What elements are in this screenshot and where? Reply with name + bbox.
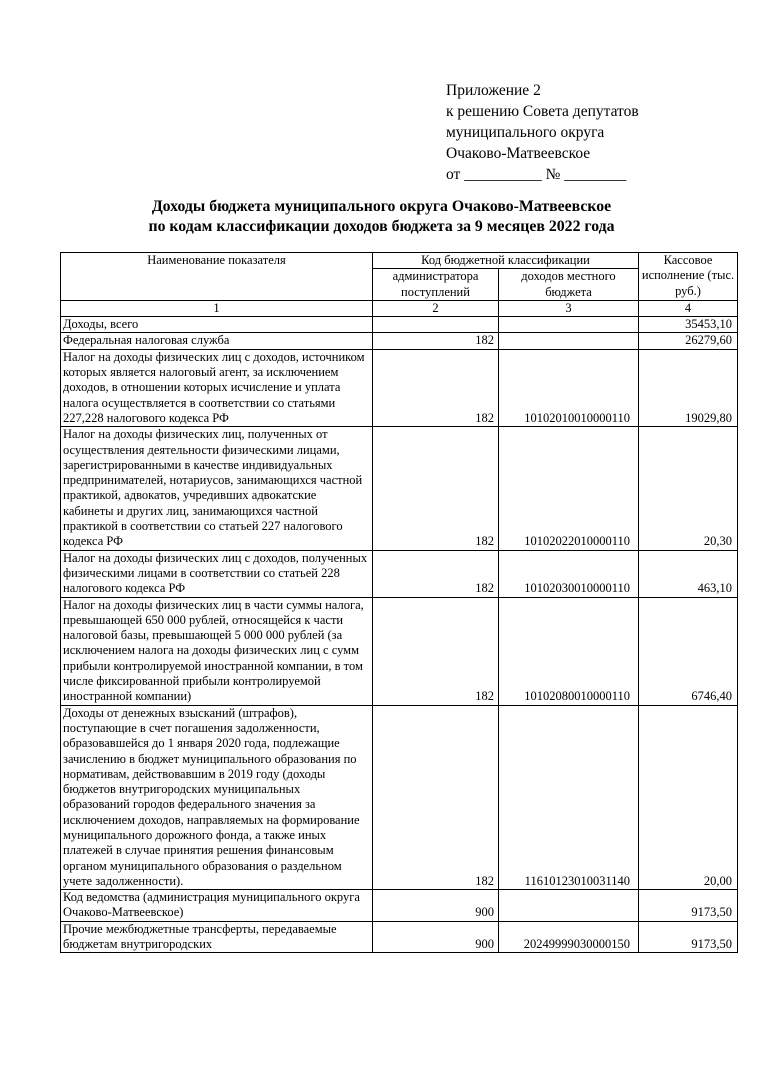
appendix-date-number-line: от __________ № ________ <box>446 166 627 183</box>
header-code-group: Код бюджетной классификации <box>373 253 639 269</box>
row-name: Федеральная налоговая служба <box>61 333 373 349</box>
row-admin-code: 182 <box>373 333 499 349</box>
column-number: 1 <box>61 300 373 316</box>
row-admin-code: 182 <box>373 349 499 426</box>
column-number: 2 <box>373 300 499 316</box>
appendix-line: Очаково-Матвеевское <box>446 145 591 162</box>
document-title <box>0 197 763 237</box>
row-income-code: 10102022010000110 <box>499 427 639 550</box>
table-body <box>61 317 738 953</box>
title-line: Доходы бюджета муниципального округа Очаково-Матвеевское <box>151 198 612 215</box>
row-amount: 35453,10 <box>639 317 738 333</box>
row-admin-code: 182 <box>373 427 499 550</box>
row-income-code <box>499 890 639 922</box>
row-admin-code: 900 <box>373 921 499 953</box>
row-amount: 6746,40 <box>639 597 738 705</box>
row-income-code <box>499 317 639 333</box>
appendix-line: Приложение 2 <box>446 82 541 99</box>
row-amount: 9173,50 <box>639 890 738 922</box>
header-cash-execution: Кассовое исполнение (тыс. руб.) <box>639 253 738 301</box>
appendix-block <box>446 80 639 185</box>
column-number: 3 <box>499 300 639 316</box>
header-admin-code: администратора поступлений <box>373 269 499 301</box>
row-admin-code: 900 <box>373 890 499 922</box>
row-admin-code: 182 <box>373 550 499 597</box>
row-amount: 9173,50 <box>639 921 738 953</box>
row-income-code: 20249999030000150 <box>499 921 639 953</box>
row-income-code <box>499 333 639 349</box>
table-row <box>61 550 738 597</box>
appendix-line: муниципального округа <box>446 124 605 141</box>
row-amount: 19029,80 <box>639 349 738 426</box>
table-row <box>61 921 738 953</box>
row-admin-code: 182 <box>373 597 499 705</box>
row-name: Налог на доходы физических лиц в части суммы налога, превышающей 650 000 рублей, относящейся к части налоговой базы, превышающей 5 000 000 рублей (за исключением налога на доходы физических лиц с сумм прибыли контролируемой иностранной компании, в том числе фиксированной прибыли контролируемой иностранной компании) <box>61 597 373 705</box>
appendix-line: к решению Совета депутатов <box>446 103 639 120</box>
row-admin-code <box>373 317 499 333</box>
row-admin-code: 182 <box>373 705 499 890</box>
row-amount: 463,10 <box>639 550 738 597</box>
row-income-code: 10102030010000110 <box>499 550 639 597</box>
row-income-code: 11610123010031140 <box>499 705 639 890</box>
table-row <box>61 705 738 890</box>
table-row <box>61 333 738 349</box>
title-line: по кодам классификации доходов бюджета за 9 месяцев 2022 года <box>148 218 615 235</box>
row-name: Доходы, всего <box>61 317 373 333</box>
row-name: Код ведомства (администрация муниципального округа Очаково-Матвеевское) <box>61 890 373 922</box>
row-name: Налог на доходы физических лиц с доходов, источником которых является налоговый агент, за исключением доходов, в отношении которых исчисление и уплата налога осуществляется в соответствии со статьями 227,228 налогового кодекса РФ <box>61 349 373 426</box>
table-row <box>61 597 738 705</box>
header-name: Наименование показателя <box>61 253 373 301</box>
row-name: Доходы от денежных взысканий (штрафов), поступающие в счет погашения задолженности, образовавшейся до 1 января 2020 года, подлежащие зачислению в бюджет муниципального образования по нормативам, действовавшим в 2019 году (доходы бюджетов внутригородских муниципальных образований городов федерального значения за исключением доходов, направляемых на формирование муниципального дорожного фонда, а также иных платежей в случае принятия решения финансовым органом муниципального образования о раздельном учете задолженности). <box>61 705 373 890</box>
revenue-table <box>60 252 738 953</box>
row-name: Налог на доходы физических лиц с доходов, полученных физическими лицами в соответствии со статьей 228 налогового кодекса РФ <box>61 550 373 597</box>
row-amount: 20,00 <box>639 705 738 890</box>
row-name: Налог на доходы физических лиц, полученных от осуществления деятельности физическими лицами, зарегистрированными в качестве индивидуальных предпринимателей, нотариусов, занимающихся частной практикой, адвокатов, учредивших адвокатские кабинеты и других лиц, занимающихся частной практикой в соответствии со статьей 227 налогового кодекса РФ <box>61 427 373 550</box>
header-local-code: доходов местного бюджета <box>499 269 639 301</box>
table-row <box>61 890 738 922</box>
column-number: 4 <box>639 300 738 316</box>
table-row <box>61 317 738 333</box>
row-income-code: 10102080010000110 <box>499 597 639 705</box>
row-amount: 20,30 <box>639 427 738 550</box>
row-amount: 26279,60 <box>639 333 738 349</box>
table-row <box>61 349 738 426</box>
row-income-code: 10102010010000110 <box>499 349 639 426</box>
table-row <box>61 427 738 550</box>
row-name: Прочие межбюджетные трансферты, передаваемые бюджетам внутригородских <box>61 921 373 953</box>
